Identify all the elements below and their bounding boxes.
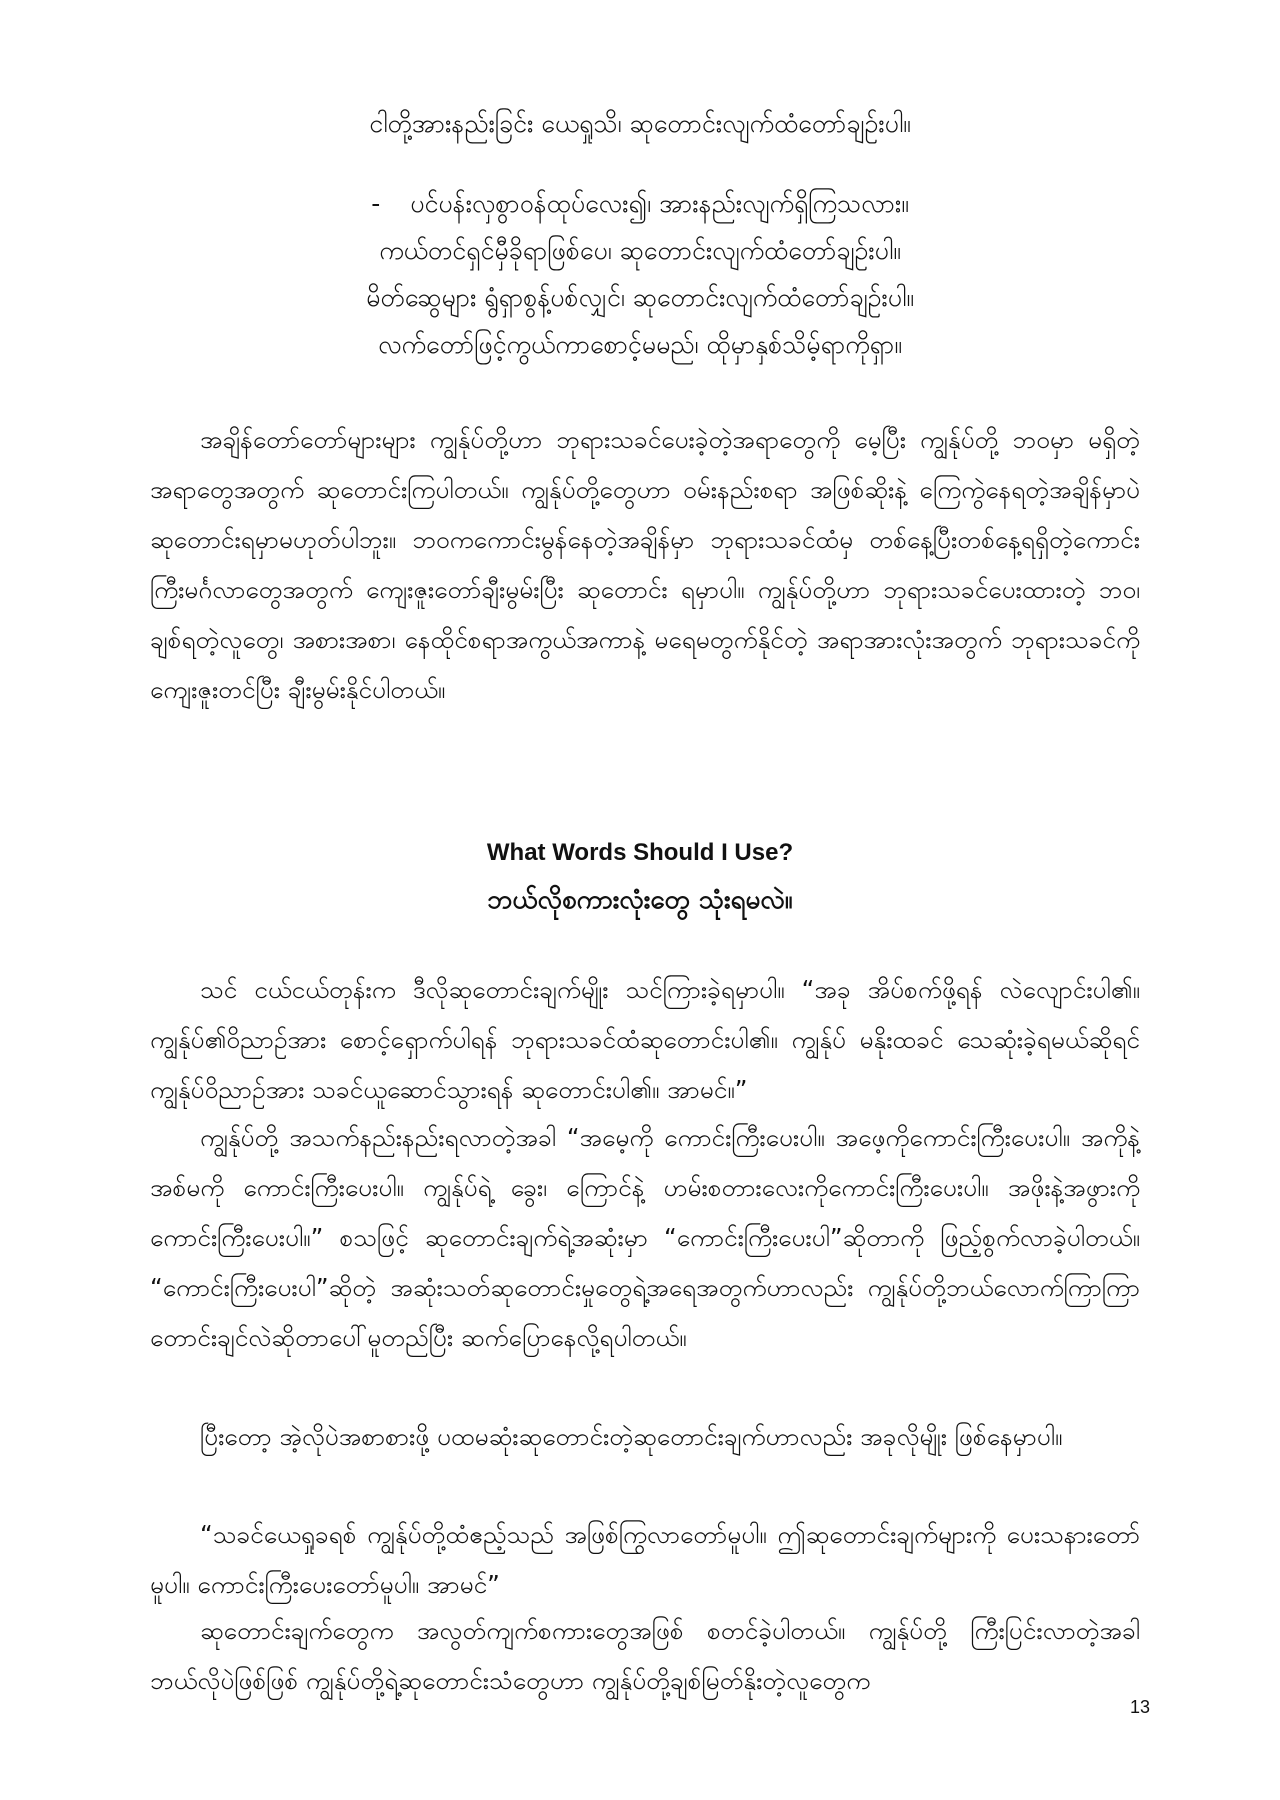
verse-line-1 — [140, 185, 1140, 223]
verse-line-3: မိတ်ဆွေများ ရွံရှာစွန့်ပစ်လျှင်၊ ဆုတောင်းလျက်ထံတော်ချဉ်းပါ။ — [366, 283, 914, 312]
paragraph-5: “သခင်ယေရှုခရစ် ကျွန်ုပ်တို့ထံဧည့်သည် အဖြစ်ကြွလာတော်မူပါ။ ဤဆုတောင်းချက်များကို ပေးသနားတော်မူပါ။ ကောင်းကြီးပေးတော်မူပါ။ အာမင်” — [150, 1520, 1140, 1599]
section-heading-english: What Words Should I Use? — [486, 839, 794, 866]
paragraph-1: အချိန်တော်တော်များများ ကျွန်ုပ်တို့ဟာ ဘုရားသခင်ပေးခဲ့တဲ့အရာတွေကို မေ့ပြီး ကျွန်ုပ်တို့ ဘဝမှာ မရှိတဲ့အရာတွေအတွက် ဆုတောင်းကြပါတယ်။ ကျွန်ုပ်တို့တွေဟာ ဝမ်းနည်းစရာ အဖြစ်ဆိုးနဲ့ ကြေကွဲနေရတဲ့အချိန်မှာပဲဆုတောင်းရမှာမဟုတ်ပါဘူး။ ဘဝကကောင်းမွန်နေတဲ့အချိန်မှာ ဘုရားသခင်ထံမှ တစ်နေ့ပြီးတစ်နေ့ရရှိတဲ့ကောင်းကြီးမင်္ဂလာတွေအတွက် ကျေးဇူးတော်ချီးမွမ်းပြီး ဆုတောင်း ရမှာပါ။ ကျွန်ုပ်တို့ဟာ ဘုရားသခင်ပေးထားတဲ့ ဘဝ၊ ချစ်ရတဲ့လူတွေ၊ အစားအစာ၊ နေထိုင်စရာအကွယ်အကာနဲ့ မရေမတွက်နိုင်တဲ့ အရာအားလုံးအတွက် ဘုရားသခင်ကို ကျေးဇူးတင်ပြီး ချီးမွမ်းနိုင်ပါတယ်။ — [150, 425, 1140, 704]
page-number: 13 — [1130, 1697, 1151, 1717]
verse-dash: - — [371, 189, 381, 218]
verse-intro-line: ငါတို့အားနည်းခြင်း ယေရှုသိ၊ ဆုတောင်းလျက်ထံတော်ချဉ်းပါ။ — [369, 109, 911, 138]
verse-line-4: လက်တော်ဖြင့်ကွယ်ကာစောင့်မမည်၊ ထိုမှာနှစ်သိမ့်ရာကိုရှာ။ — [378, 330, 902, 359]
section-heading-myanmar: ဘယ်လိုစကားလုံးတွေ သုံးရမလဲ။ — [487, 885, 793, 915]
paragraph-3: ကျွန်ုပ်တို့ အသက်နည်းနည်းရလာတဲ့အခါ “အမေ့ကို ကောင်းကြီးပေးပါ။ အဖေ့ကိုကောင်းကြီးပေးပါ။ အကိုနဲ့အစ်မကို ကောင်းကြီးပေးပါ။ ကျွန်ုပ်ရဲ့ ခွေး၊ ကြောင်နဲ့ ဟမ်းစတားလေးကိုကောင်းကြီးပေးပါ။ အဖိုးနဲ့အဖွားကို ကောင်းကြီးပေးပါ။” စသဖြင့် ဆုတောင်းချက်ရဲ့အဆုံးမှာ “ကောင်းကြီးပေးပါ”ဆိုတာကို ဖြည့်စွက်လာခဲ့ပါတယ်။ “ကောင်းကြီးပေးပါ”ဆိုတဲ့ အဆုံးသတ်ဆုတောင်းမှုတွေရဲ့အရေအတွက်ဟာလည်း ကျွန်ုပ်တို့ဘယ်လောက်ကြာကြာ တောင်းချင်လဲဆိုတာပေါ်မူတည်ပြီး ဆက်ပြောနေလို့ရပါတယ်။ — [150, 1123, 1140, 1352]
paragraph-4: ပြီးတော့ အဲ့လိုပဲအစာစားဖို့ ပထမဆုံးဆုတောင်းတဲ့ဆုတောင်းချက်ဟာလည်း အခုလိုမျိုး ဖြစ်နေမှာပါ။ — [200, 1422, 1063, 1451]
paragraph-2: သင် ငယ်ငယ်တုန်းက ဒီလိုဆုတောင်းချက်မျိုး သင်ကြားခဲ့ရမှာပါ။ “အခု အိပ်စက်ဖို့ရန် လဲလျောင်းပါ၏။ ကျွန်ုပ်၏ဝိညာဉ်အား စောင့်ရှောက်ပါရန် ဘုရားသခင်ထံဆုတောင်းပါ၏။ ကျွန်ုပ် မနိုးထခင် သေဆုံးခဲ့ရမယ်ဆိုရင် ကျွန်ုပ်ဝိညာဉ်အား သခင်ယူဆောင်သွားရန် ဆုတောင်းပါ၏။ အာမင်။” — [150, 975, 1140, 1104]
verse-line-1-text: ပင်ပန်းလှစွာဝန်ထုပ်လေး၍၊ အားနည်းလျက်ရှိကြသလား။ — [410, 189, 909, 218]
paragraph-6: ဆုတောင်းချက်တွေက အလွတ်ကျက်စကားတွေအဖြစ် စတင်ခဲ့ပါတယ်။ ကျွန်ုပ်တို့ ကြီးပြင်းလာတဲ့အခါ ဘယ်လိုပဲဖြစ်ဖြစ် ကျွန်ုပ်တို့ရဲ့ဆုတောင်းသံတွေဟာ ကျွန်ုပ်တို့ချစ်မြတ်နိုးတဲ့လူတွေက — [150, 1616, 1140, 1695]
verse-line-2: ကယ်တင်ရှင်မှီခိုရာဖြစ်ပေ၊ ဆုတောင်းလျက်ထံတော်ချဉ်းပါ။ — [379, 236, 901, 265]
